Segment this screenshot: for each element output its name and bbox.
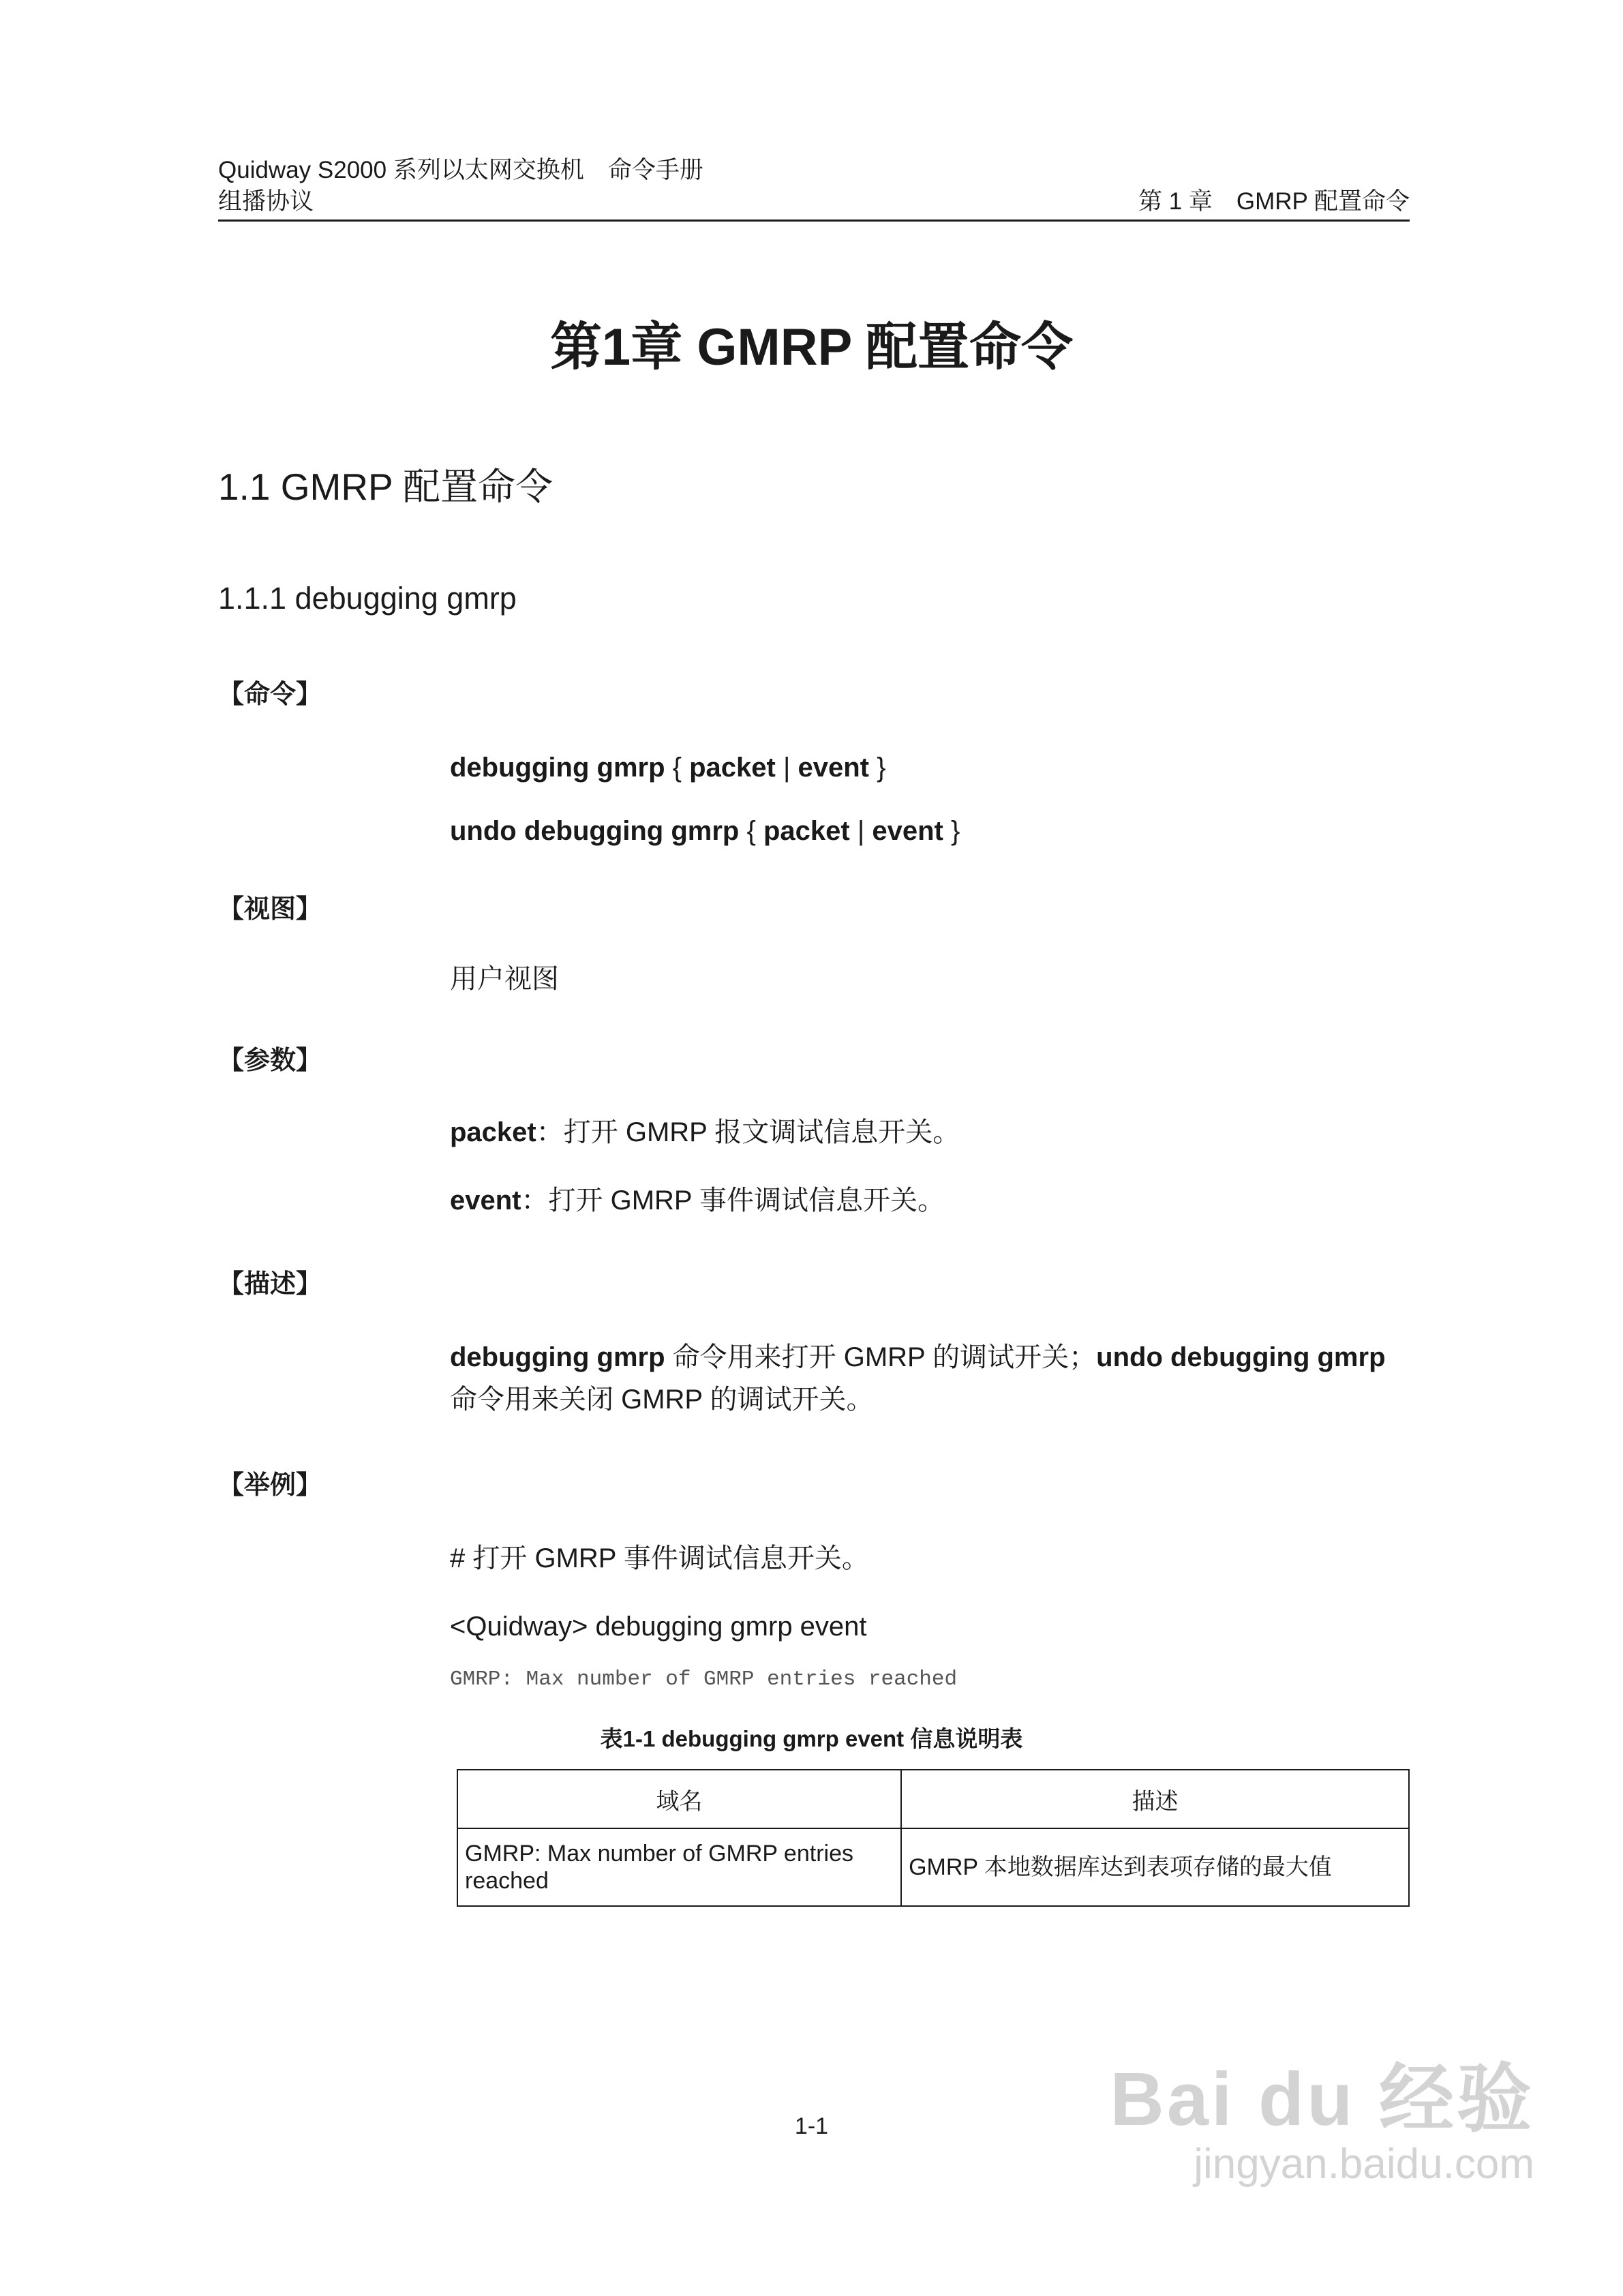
undo-command-keyword: undo debugging gmrp bbox=[450, 816, 740, 846]
description-undo-cmd: undo debugging gmrp bbox=[1096, 1342, 1386, 1372]
example-label: 【举例】 bbox=[218, 1471, 322, 1500]
example-command: <Quidway> debugging gmrp event bbox=[450, 1612, 867, 1642]
table-header-description: 描述 bbox=[901, 1770, 1409, 1828]
table-header-field: 域名 bbox=[457, 1770, 901, 1828]
option-event: event bbox=[798, 753, 869, 783]
command-label: 【命令】 bbox=[218, 680, 322, 709]
header-title: Quidway S2000 系列以太网交换机 命令手册 bbox=[218, 157, 703, 183]
example-comment: # 打开 GMRP 事件调试信息开关。 bbox=[450, 1543, 869, 1573]
table-header-row bbox=[457, 1770, 1409, 1828]
table-row bbox=[457, 1828, 1409, 1906]
param-name: packet bbox=[450, 1117, 536, 1147]
table-cell-description: GMRP 本地数据库达到表项存储的最大值 bbox=[901, 1828, 1409, 1906]
table-cell-field: GMRP: Max number of GMRP entries reached bbox=[457, 1828, 901, 1906]
example-output: GMRP: Max number of GMRP entries reached bbox=[450, 1667, 958, 1691]
watermark-url: jingyan.baidu.com bbox=[1194, 2141, 1534, 2188]
command-syntax-1 bbox=[450, 746, 885, 789]
description-part1: 命令用来打开 GMRP 的调试开关； bbox=[665, 1342, 1097, 1372]
brace-close: } bbox=[943, 816, 960, 846]
description-cmd: debugging gmrp bbox=[450, 1342, 665, 1372]
separator: | bbox=[849, 816, 873, 846]
separator: | bbox=[775, 753, 798, 783]
page-number: 1-1 bbox=[794, 2113, 829, 2139]
header-chapter: 第 1 章 GMRP 配置命令 bbox=[1138, 188, 1410, 215]
param-desc: ：打开 GMRP 事件调试信息开关。 bbox=[521, 1185, 945, 1215]
params-label: 【参数】 bbox=[218, 1046, 322, 1075]
view-label: 【视图】 bbox=[218, 895, 322, 924]
description-part2: 命令用来关闭 GMRP 的调试开关。 bbox=[450, 1385, 874, 1415]
param-name: event bbox=[450, 1185, 521, 1215]
command-syntax-2 bbox=[450, 810, 960, 852]
subsection-heading: 1.1.1 debugging gmrp bbox=[218, 581, 517, 616]
description-label: 【描述】 bbox=[218, 1270, 322, 1299]
param-item bbox=[450, 1179, 945, 1222]
info-table bbox=[457, 1769, 1410, 1907]
description-text bbox=[450, 1336, 1411, 1421]
param-desc: ：打开 GMRP 报文调试信息开关。 bbox=[536, 1117, 960, 1147]
brace-close: } bbox=[868, 753, 886, 783]
table-caption: 表1-1 debugging gmrp event 信息说明表 bbox=[600, 1726, 1023, 1751]
section-heading: 1.1 GMRP 配置命令 bbox=[218, 466, 553, 508]
param-item bbox=[450, 1111, 960, 1153]
brace-open: { bbox=[665, 753, 690, 783]
watermark-logo: Bai du 经验 bbox=[1110, 2057, 1534, 2141]
baidu-watermark bbox=[1110, 2059, 1534, 2188]
command-keyword: debugging gmrp bbox=[450, 753, 665, 783]
chapter-title: 第1章 GMRP 配置命令 bbox=[549, 318, 1074, 376]
option-packet: packet bbox=[763, 816, 850, 846]
option-event: event bbox=[872, 816, 943, 846]
header-divider bbox=[218, 220, 1410, 222]
view-text: 用户视图 bbox=[450, 964, 559, 994]
option-packet: packet bbox=[689, 753, 776, 783]
brace-open: { bbox=[739, 816, 763, 846]
header-section: 组播协议 bbox=[218, 188, 314, 215]
